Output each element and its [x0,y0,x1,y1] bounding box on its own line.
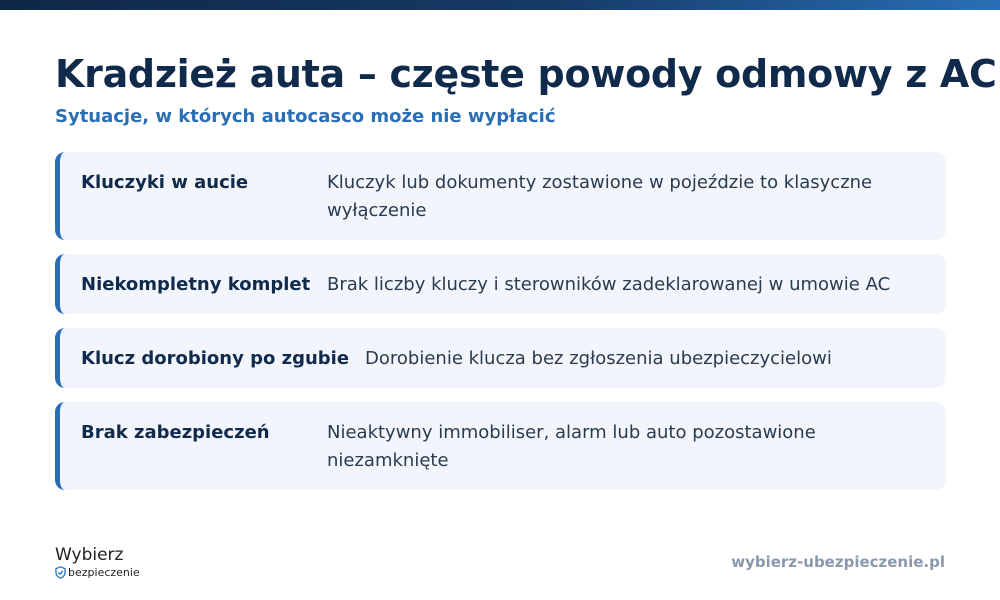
logo-wordmark-bottom: bezpieczenie [68,566,140,579]
top-accent-bar [0,0,1000,10]
reason-label: Klucz dorobiony po zgubie [81,348,350,369]
footer-website-url: wybierz-ubezpieczenie.pl [731,553,945,571]
reason-description: Brak liczby kluczy i sterowników zadeklarowanej w umowie AC [327,274,891,295]
reason-label: Kluczyki w aucie [81,172,249,193]
reasons-list [55,152,946,504]
brand-logo [55,545,140,579]
reason-card-keys-in-car [55,152,946,240]
reason-description: Kluczyk lub dokumenty zostawione w pojeździe to klasyczne wyłączenie [327,172,873,221]
reason-card-duplicated-key [55,328,946,388]
reason-card-no-security [55,402,946,490]
page-title: Kradzież auta – częste powody odmowy z AC [55,52,997,96]
logo-wordmark-top: Wybierz [55,545,124,565]
reason-description: Dorobienie klucza bez zgłoszenia ubezpieczycielowi [365,348,832,369]
reason-card-incomplete-set [55,254,946,314]
reason-label: Niekompletny komplet [81,274,311,295]
reason-label: Brak zabezpieczeń [81,422,270,443]
shield-check-icon [55,566,66,579]
reason-description: Nieaktywny immobiliser, alarm lub auto pozostawione niezamknięte [327,422,816,471]
page-subtitle: Sytuacje, w których autocasco może nie wypłacić [55,106,556,127]
logo-wordmark-bottom-row [55,566,140,579]
